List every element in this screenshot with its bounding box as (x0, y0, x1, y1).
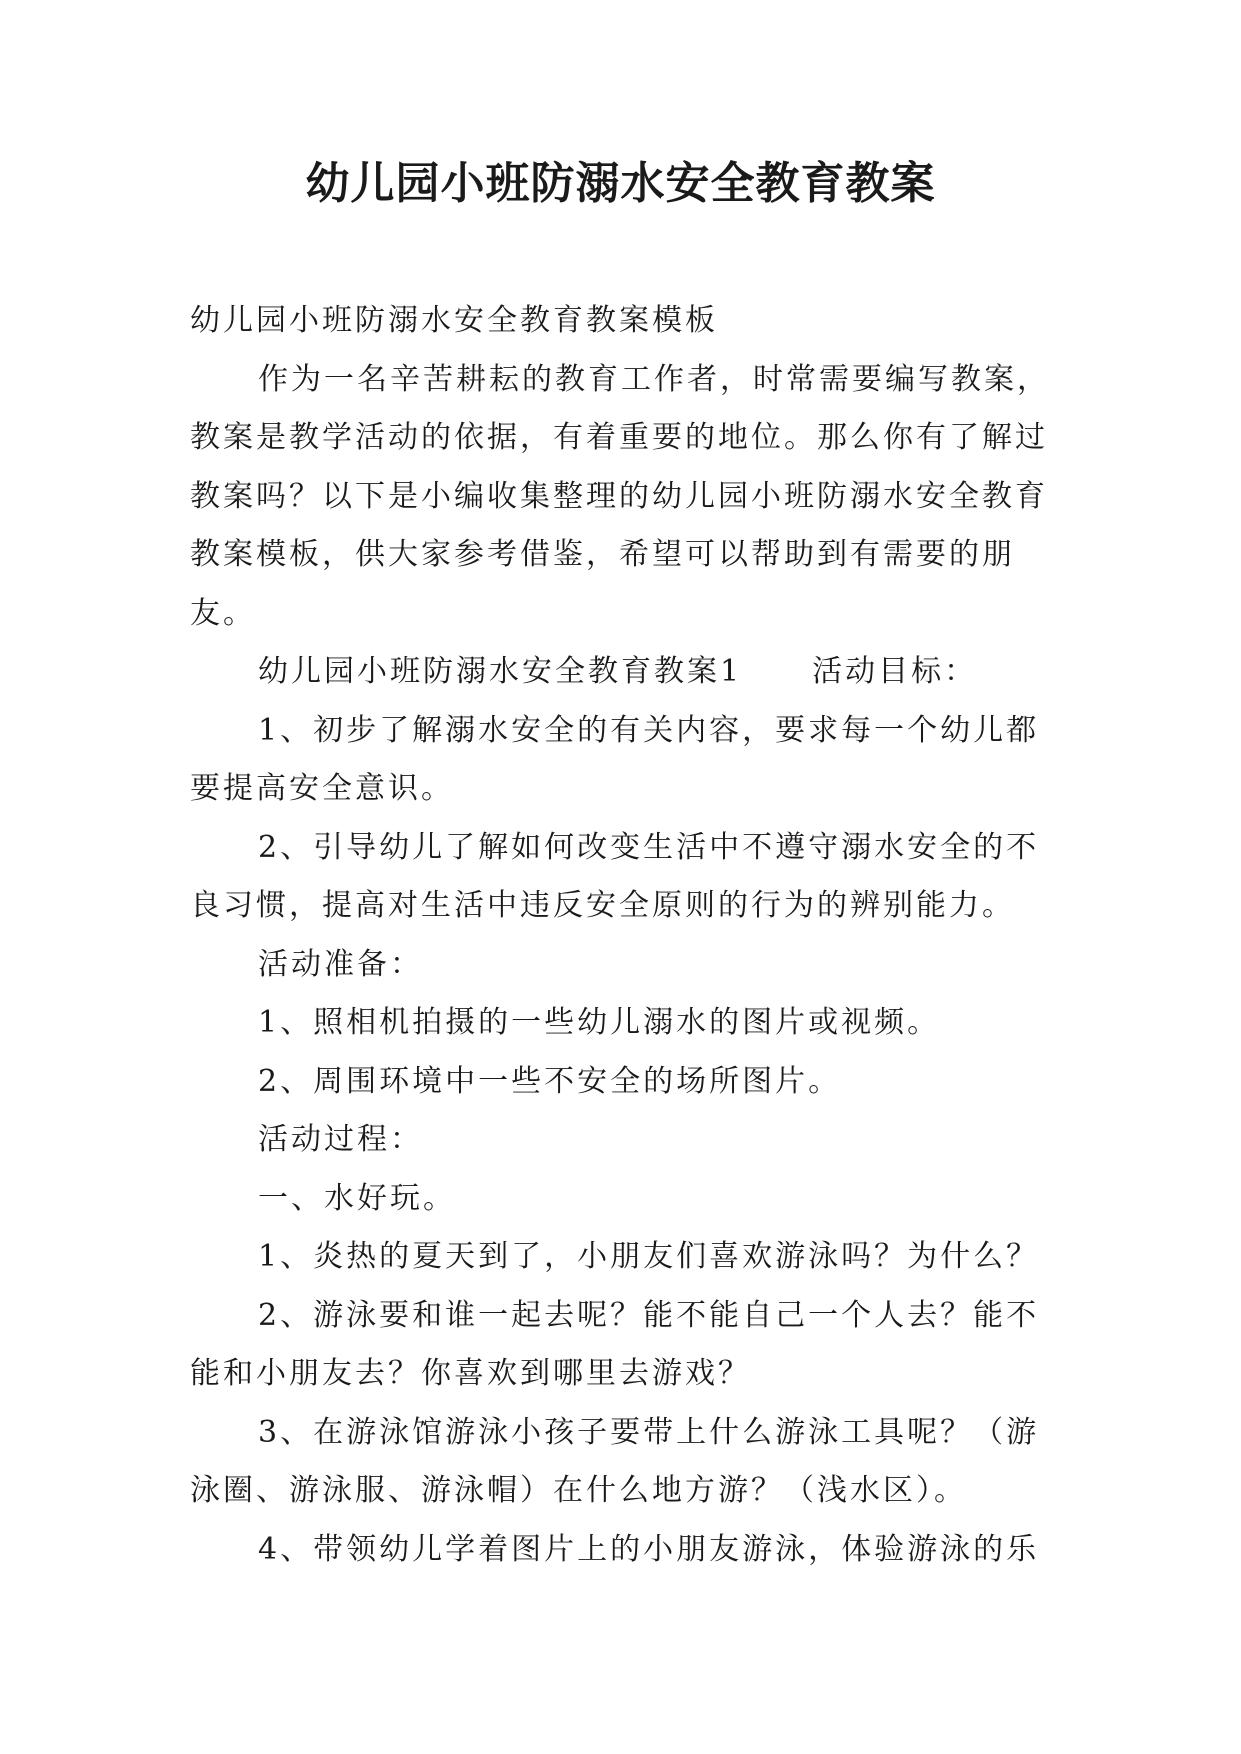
section-title: 幼儿园小班防溺水安全教育教案1 (258, 654, 743, 689)
document-title: 幼儿园小班防溺水安全教育教案 (305, 158, 936, 209)
prep-item: 2、周围环境中一些不安全的场所图片。 (258, 1063, 842, 1099)
step-item: 3、在游泳馆游泳小孩子要带上什么游泳工具呢？（游泳圈、游泳服、游泳帽）在什么地方游？（浅水区）。 (190, 1414, 1040, 1508)
document-body (190, 292, 1050, 1579)
part-heading: 一、水好玩。 (258, 1180, 456, 1216)
process-heading: 活动过程： (258, 1122, 423, 1157)
prep-heading: 活动准备： (258, 946, 423, 982)
step-item: 1、炎热的夏天到了，小朋友们喜欢游泳吗？为什么？ (258, 1239, 1040, 1274)
goal-item: 2、引导幼儿了解如何改变生活中不遵守溺水安全的不良习惯，提高对生活中违反安全原则的行为的辨别能力。 (190, 829, 1040, 923)
step-item: 4、带领幼儿学着图片上的小朋友游泳，体验游泳的乐 (258, 1531, 1040, 1567)
intro-paragraph: 作为一名辛苦耕耘的教育工作者，时常需要编写教案，教案是教学活动的依据，有着重要的地位。那么你有了解过教案吗？以下是小编收集整理的幼儿园小班防溺水安全教育教案模板，供大家参考借鉴，希望可以帮助到有需要的朋友。 (190, 361, 1050, 631)
step-item: 2、游泳要和谁一起去呢？能不能自己一个人去？能不能和小朋友去？你喜欢到哪里去游戏？ (190, 1297, 1040, 1391)
section-heading-line (190, 643, 1050, 702)
goal-item: 1、初步了解溺水安全的有关内容，要求每一个幼儿都要提高安全意识。 (190, 712, 1040, 806)
document-subtitle: 幼儿园小班防溺水安全教育教案模板 (190, 303, 718, 338)
goal-heading: 活动目标： (812, 654, 978, 689)
prep-item: 1、照相机拍摄的一些幼儿溺水的图片或视频。 (258, 1005, 941, 1040)
